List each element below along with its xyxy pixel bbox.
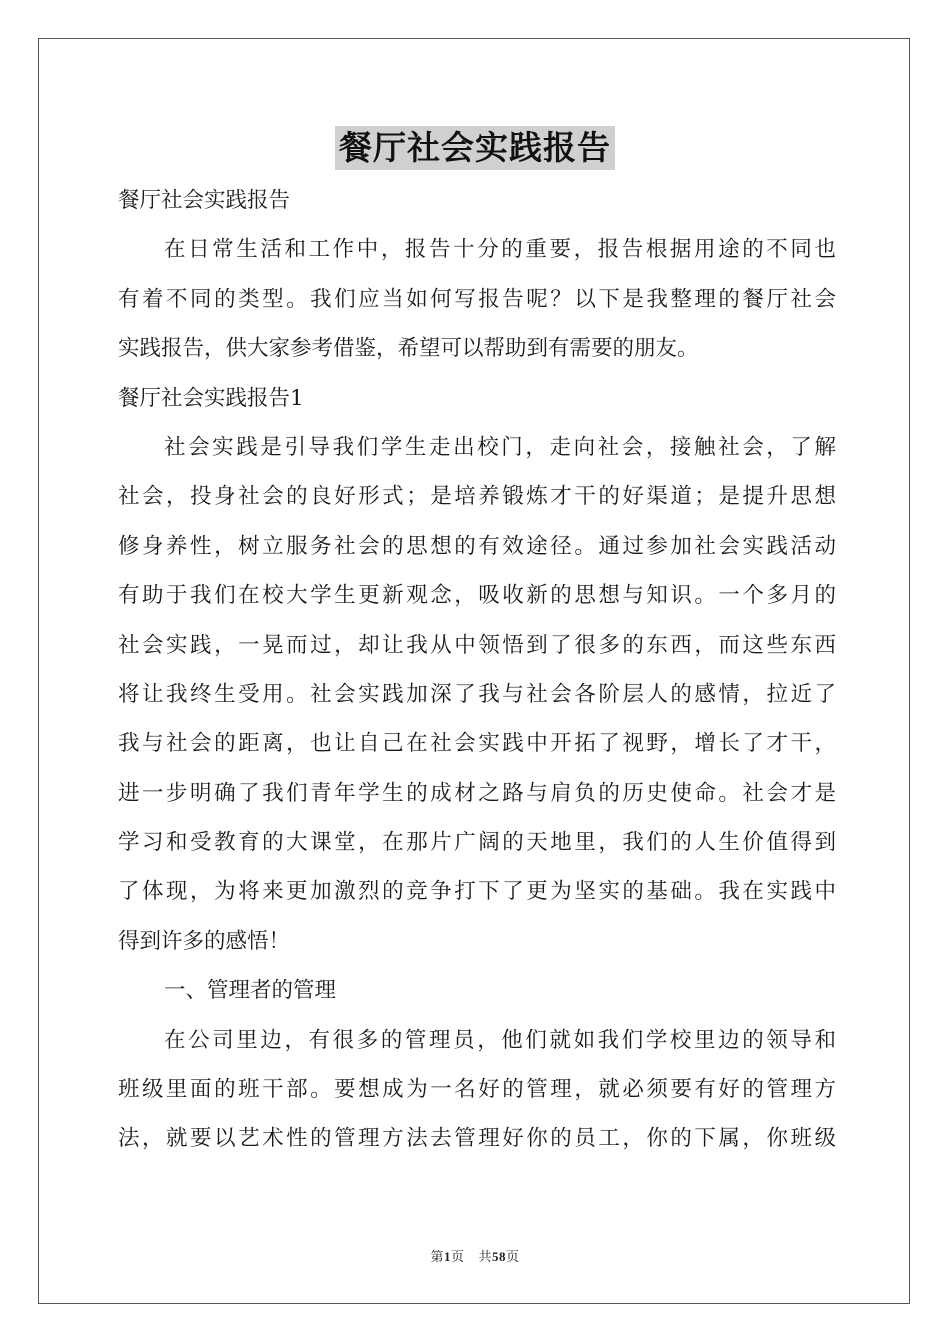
body-line: 有助于我们在校大学生更新观念，吸收新的思想与知识。一个多月的 — [118, 583, 836, 609]
title-area — [0, 126, 950, 170]
body-line: 我与社会的距离，也让自己在社会实践中开拓了视野，增长了才干， — [118, 731, 836, 757]
intro-line: 在日常生活和工作中，报告十分的重要，报告根据用途的不同也 — [164, 237, 836, 263]
body-line: 修身养性，树立服务社会的思想的有效途径。通过参加社会实践活动 — [118, 533, 836, 559]
section-heading: 餐厅社会实践报告1 — [118, 385, 304, 411]
body-line: 将让我终生受用。社会实践加深了我与社会各阶层人的感情，拉近了 — [118, 681, 836, 707]
body-line: 进一步明确了我们青年学生的成材之路与肩负的历史使命。社会才是 — [118, 780, 836, 806]
intro-line: 有着不同的类型。我们应当如何写报告呢？以下是我整理的餐厅社会 — [118, 286, 836, 312]
document-title: 餐厅社会实践报告 — [335, 126, 615, 170]
sub-line: 班级里面的班干部。要想成为一名好的管理，就必须要有好的管理方 — [118, 1077, 836, 1103]
body-line: 学习和受教育的大课堂，在那片广阔的天地里，我们的人生价值得到 — [118, 830, 836, 856]
total-suffix: 页 — [506, 1249, 520, 1264]
sub-line: 法，就要以艺术性的管理方法去管理好你的员工，你的下属，你班级 — [118, 1126, 836, 1152]
subheading: 一、管理者的管理 — [164, 978, 337, 1004]
page-suffix: 页 — [450, 1249, 465, 1264]
document-subtitle: 餐厅社会实践报告 — [118, 188, 291, 213]
sub-line: 在公司里边，有很多的管理员，他们就如我们学校里边的领导和 — [164, 1027, 836, 1053]
page-footer — [0, 1246, 950, 1265]
body-line: 社会，投身社会的良好形式；是培养锻炼才干的好渠道；是提升思想 — [118, 484, 836, 510]
body-line: 得到许多的感悟！ — [118, 928, 291, 954]
page-prefix: 第 — [430, 1249, 444, 1264]
total-pages: 58 — [492, 1249, 507, 1264]
body-line: 社会实践，一晃而过，却让我从中领悟到了很多的东西，而这些东西 — [118, 632, 836, 658]
page-number: 1 — [443, 1249, 451, 1264]
intro-line: 实践报告，供大家参考借鉴，希望可以帮助到有需要的朋友。 — [118, 336, 699, 362]
document-body — [118, 176, 836, 1164]
body-line: 了体现，为将来更加激烈的竞争打下了更为坚实的基础。我在实践中 — [118, 879, 836, 905]
body-line: 社会实践是引导我们学生走出校门，走向社会，接触社会，了解 — [164, 434, 836, 460]
total-prefix: 共 — [478, 1249, 493, 1264]
